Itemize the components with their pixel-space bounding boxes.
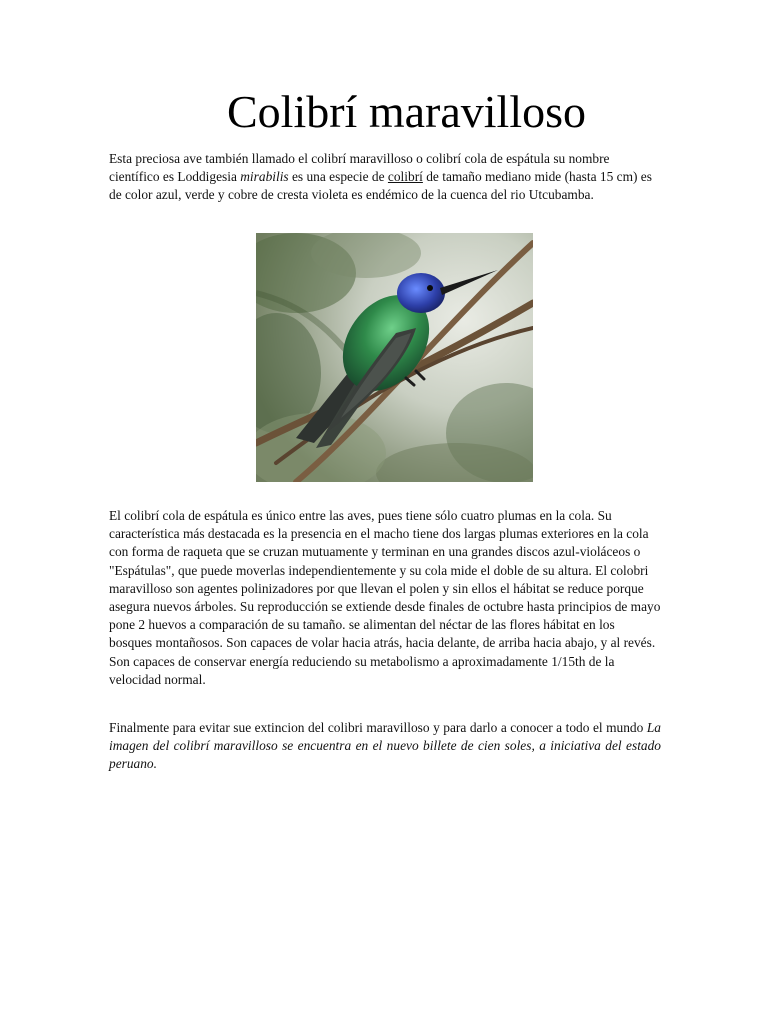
description-paragraph: El colibrí cola de espátula es único entre las aves, pues tiene sólo cuatro plumas en la cola. Su característica más destacada es la presencia en el macho tiene dos largas plumas exteriores en la cola con forma de raqueta que se cruzan mutuamente y terminan en una grandes discos azul-violáceos o "Espátulas", que puede moverlas independientemente y su cola mide el doble de su altura. El colobri maravilloso son agentes polinizadores por que llevan el polen y sin ellos el hábitat se reduce porque asegura nuevos árboles. Su reproducción se extiende desde finales de octubre hasta principios de mayo pone 2 huevos a comparación de su tamaño. se alimentan del néctar de las flores hábitat en los bosques montañosos. Son capaces de volar hacia atrás, hacia delante, de arriba hacia abajo, y al revés. Son capaces de conservar energía reduciendo su metabolismo a aproximadamente 1/15th de la velocidad normal. (109, 508, 661, 687)
intro-text-end: de tamaño mediano mide (hasta 15 cm) es de color azul, verde y cobre de cresta violeta es endémico de la cuenca del rio Utcubamba. (109, 169, 652, 203)
colibri-link[interactable]: colibrí (387, 169, 423, 185)
closing-paragraph (109, 719, 661, 774)
closing-text-italic: La imagen del colibrí maravilloso se encuentra en el nuevo billete de cien soles, a iniciativa del estado peruano. (109, 720, 661, 772)
intro-text-middle: es una especie de (288, 169, 388, 185)
intro-paragraph (109, 150, 661, 205)
scientific-name-italic: mirabilis (240, 169, 289, 185)
page-title: Colibrí maravilloso (226, 86, 586, 137)
intro-text-start: Esta preciosa ave también llamado el colibrí maravilloso o colibrí cola de espátula su nombre científico es Loddigesia (109, 151, 610, 185)
closing-text-start: Finalmente para evitar sue extincion del colibri maravilloso y para darlo a conocer a todo el mundo (109, 720, 647, 735)
hummingbird-photo (256, 233, 533, 482)
